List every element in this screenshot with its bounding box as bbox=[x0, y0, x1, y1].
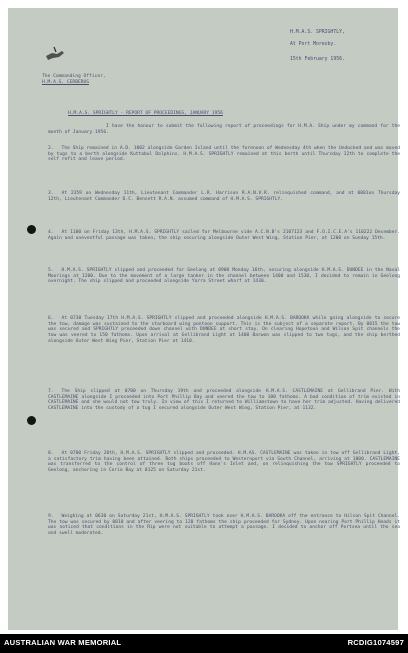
footer-record-id: RCDIG1074597 bbox=[347, 638, 404, 647]
paragraph-number: 9. bbox=[48, 514, 54, 519]
paragraph-number: 4. bbox=[48, 230, 54, 235]
addressee-line-2: H.M.A.S. CERBERUS bbox=[42, 80, 90, 85]
document-page bbox=[8, 8, 398, 630]
paragraph-text: The Ship remained in A.D. 1002 alongside Garden Island until the forenoon of Wednesday 4th when the Undocked and was moved by tugs to a berth alongside Kuttabul Dolphins. H.M.A.S. SPRIGHTLY remained at this berth until Thursday 12th to complete the self refit and leave period. bbox=[48, 146, 400, 163]
paragraph-text: At 1100 on Friday 13th, H.M.A.S. SPRIGHTLY sailed for Melbourne vide A.C.N.B's 2107123 and F.O.I.C.E.A's 110222 December. Again and uneventful passage was taken, the ship securing alongside Outer West Wing, Station Pier, at 1200 on Sunday 15th. bbox=[48, 230, 400, 241]
paragraph-7 bbox=[48, 389, 400, 412]
paragraph-text: At 2359 on Wednesday 11th, Lieutenant Commander L.R. Harrison R.A.N.V.R. relinquished command, and at 0001on Thursday 12th, Lieutenant Commander D.C. Bennett R.A.N. assumed command of H.M.A.S. SPRIGHTLY. bbox=[48, 191, 400, 202]
paragraph-number: 6. bbox=[48, 316, 54, 321]
paragraph-number: 7. bbox=[48, 389, 54, 394]
paragraph-text: At 0730 Tuesday 17th H.M.A.S. SPRIGHTLY slipped and proceeded alongside H.M.A.S. BAROOKA while going alongside to secure the tow, damage was sustained to the starboard wing pontoon support. This is the subject of a separate report. By 0815 the tow was secured and SPRIGHTLY proceeded down channel with DUNDEE at short stay. On clearing Hopetoun and Wilson Spit channels the tow was veered to 150 fathoms. Upon arrival at Gellibrand Light at 1400 Barwon was slipped to two tugs, and the ship berthed alongside Outer West Wing Pier, Station Pier at 1410. bbox=[48, 316, 400, 344]
paragraph-8 bbox=[48, 451, 400, 474]
header-location: At Port Moresby. bbox=[290, 42, 337, 47]
archive-footer-bar bbox=[0, 634, 408, 653]
punch-hole-top bbox=[27, 225, 36, 234]
paragraph-9 bbox=[48, 514, 400, 537]
paragraph-4 bbox=[48, 230, 400, 241]
document-title: H.M.A.S. SPRIGHTLY - REPORT OF PROCEEDINGS, JANUARY 1956 bbox=[68, 111, 223, 116]
intro-paragraph: I have the honour to submit the following report of proceedings for H.M.A. Ship under my command for the month of January 1956. bbox=[48, 124, 400, 135]
addressee-line-1: The Commanding Officer, bbox=[42, 74, 106, 79]
ink-blot-mark bbox=[42, 44, 68, 66]
paragraph-number: 3. bbox=[48, 191, 54, 196]
paragraph-6 bbox=[48, 316, 400, 345]
paragraph-5 bbox=[48, 268, 400, 285]
header-date: 15th February 1956. bbox=[290, 57, 345, 62]
paragraph-text: H.M.A.S. SPRIGHTLY slipped and proceeded for Geelong at 0900 Monday 16th, securing alongside H.M.A.S. DUNDEE in the Naval Moorings at 1200. Due to the movement of a large tanker in the channel between 1400 and 1530, I decided to remain in Geelong overnight. The ship slipped and proceeded alongside Yarra Street wharf at 1430. bbox=[48, 268, 400, 285]
paragraph-3 bbox=[48, 191, 400, 202]
paragraph-text: The Ship slipped at 0700 on Thursday 19th and proceeded alongside H.M.A.S. CASTLEMAINE at Gellibrand Pier. With CASTLEMAINE alongside I proceeded into Port Phillip Bay and veered the tow to 100 fathoms. A bad condition of trim existed in CASTLEMAINE and she would not tow truly. In view of this I returned to Williamstown to have her trim adjusted. Having delivered CASTLEMAINE into the custody of a tug I secured alongside Outer West Wing, Station Pier, at 1132. bbox=[48, 389, 400, 412]
paragraph-number: 8. bbox=[48, 451, 54, 456]
header-ship: H.M.A.S. SPRIGHTLY, bbox=[290, 30, 345, 35]
footer-archive-name: AUSTRALIAN WAR MEMORIAL bbox=[4, 638, 122, 647]
paragraph-text: At 0700 Friday 20th, H.M.A.S. SPRIGHTLY slipped and proceeded. H.M.AS. CASTLEMAINE was taken in tow off Gellibrand Light, a satisfactory trim having been attained. Both ships proceeded to Westernport via South Channel, arriving at 1800. CASTLEMAINE was transferred to the control of three tug boats off Hann's Inlet and, on relinquishing the tow SPRIGHTLY proceeded to Geelong, anchoring in Corio Bay at 0125 on Saturday 21st. bbox=[48, 451, 400, 474]
paragraph-text: Weighing at 0630 on Saturday 21st, H.M.A.S. SPRIGHTLY took over H.M.A.S. BAROOKA off the entrance to Hilson Spit Channel. The tow was secured by 0810 and after veering to 120 fathoms the ship proceeded for Sydney. Upon nearing Port Phillip Heads it was noticed that conditions in the Rip were not suitable to attempt a passage. I decided to anchor off Portsea until the sea and swell moderated. bbox=[48, 514, 400, 537]
punch-hole-bottom bbox=[27, 416, 36, 425]
paragraph-number: 2. bbox=[48, 146, 54, 151]
paragraph-2 bbox=[48, 146, 400, 163]
paragraph-number: 5. bbox=[48, 268, 54, 273]
